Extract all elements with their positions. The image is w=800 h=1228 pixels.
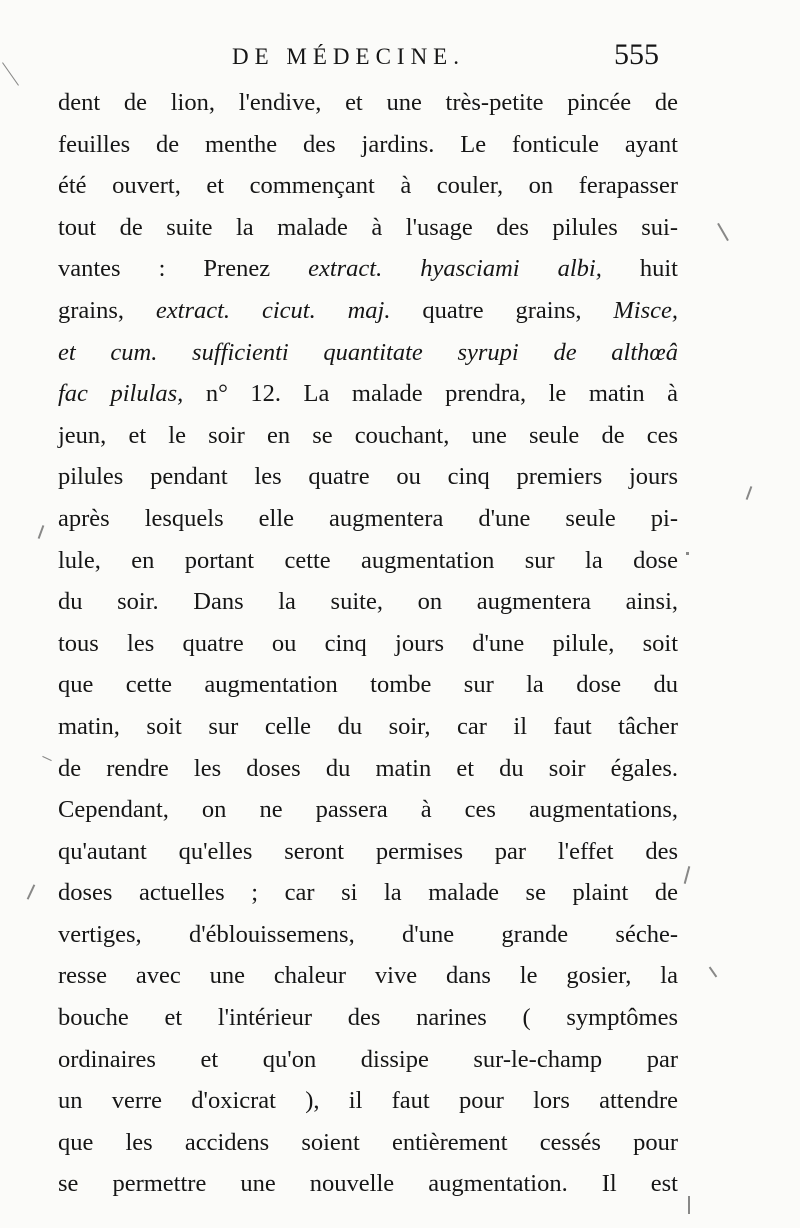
text-line	[58, 623, 678, 665]
text-segment: été ouvert, et commençant à couler, on ferapasser	[58, 172, 678, 200]
text-segment: vantes : Prenez	[58, 255, 309, 283]
page-number: 555	[614, 38, 659, 71]
text-line	[58, 1080, 678, 1122]
italic-text: extract. hyasciami albi,	[308, 255, 602, 283]
text-segment: quatre grains,	[390, 296, 614, 324]
text-segment: Cependant, on ne passera à ces augmentations,	[58, 796, 678, 824]
text-line	[58, 997, 678, 1039]
italic-text: et cum. sufficienti quantitate syrupi de althœâ	[58, 338, 678, 366]
text-line	[58, 581, 678, 623]
text-line	[58, 456, 678, 498]
text-segment: se permettre une nouvelle augmentation. Il est	[58, 1170, 678, 1198]
text-line	[58, 207, 678, 249]
text-line	[58, 955, 678, 997]
scan-speck	[686, 552, 689, 555]
text-line	[58, 789, 678, 831]
text-segment: que les accidens soient entièrement cessés pour	[58, 1128, 678, 1156]
body-text	[58, 82, 678, 1205]
text-segment: lule, en portant cette augmentation sur la dose	[58, 546, 678, 574]
text-segment: ordinaires et qu'on dissipe sur-le-champ par	[58, 1045, 678, 1073]
text-line	[58, 706, 678, 748]
text-line	[58, 872, 678, 914]
text-segment: bouche et l'intérieur des narines ( symptômes	[58, 1004, 678, 1032]
text-segment: tous les quatre ou cinq jours d'une pilule, soit	[58, 629, 678, 657]
text-segment: grains,	[58, 296, 156, 324]
text-line	[58, 82, 678, 124]
text-line	[58, 498, 678, 540]
text-line	[58, 1122, 678, 1164]
text-segment: de rendre les doses du matin et du soir égales.	[58, 754, 678, 782]
text-line	[58, 290, 678, 332]
text-line	[58, 373, 678, 415]
text-segment: après lesquels elle augmentera d'une seule pi-	[58, 504, 678, 532]
text-line	[58, 165, 678, 207]
text-segment: pilules pendant les quatre ou cinq premiers jours	[58, 463, 678, 491]
text-segment: dent de lion, l'endive, et une très-petite pincée de	[58, 89, 678, 116]
scan-speck	[38, 525, 45, 539]
text-segment: doses actuelles ; car si la malade se plaint de	[58, 879, 678, 907]
scan-speck	[746, 486, 753, 500]
text-segment: tout de suite la malade à l'usage des pilules sui-	[58, 213, 678, 241]
scan-speck	[717, 223, 729, 241]
text-segment: feuilles de menthe des jardins. Le fonticule ayant	[58, 130, 678, 158]
text-line	[58, 831, 678, 873]
running-head	[0, 38, 800, 78]
running-title: DE MÉDECINE.	[232, 44, 465, 69]
italic-text: extract. cicut. maj.	[155, 296, 391, 324]
italic-text: fac pilulas,	[58, 380, 184, 408]
text-line	[58, 540, 678, 582]
scan-speck	[684, 866, 691, 884]
text-segment: huit	[601, 255, 678, 283]
text-line	[58, 248, 678, 290]
text-segment: un verre d'oxicrat ), il faut pour lors attendre	[58, 1087, 678, 1115]
text-line	[58, 332, 678, 374]
text-segment: resse avec une chaleur vive dans le gosier, la	[58, 962, 678, 990]
text-line	[58, 748, 678, 790]
text-segment: du soir. Dans la suite, on augmentera ainsi,	[58, 588, 678, 616]
scan-speck	[27, 884, 36, 899]
scan-speck	[709, 967, 718, 978]
text-segment: jeun, et le soir en se couchant, une seule de ces	[58, 421, 678, 449]
scan-speck	[688, 1196, 690, 1214]
text-line	[58, 914, 678, 956]
text-line	[58, 664, 678, 706]
text-segment: n° 12. La malade prendra, le matin à	[183, 380, 679, 408]
text-line	[58, 415, 678, 457]
text-segment: matin, soit sur celle du soir, car il faut tâcher	[58, 712, 678, 740]
italic-text: Misce,	[613, 296, 679, 324]
scan-speck	[42, 756, 51, 761]
text-segment: vertiges, d'éblouissemens, d'une grande séche-	[58, 920, 678, 948]
text-segment: que cette augmentation tombe sur la dose du	[58, 671, 678, 699]
text-line	[58, 1163, 678, 1205]
text-line	[58, 1039, 678, 1081]
text-line	[58, 124, 678, 166]
text-segment: qu'autant qu'elles seront permises par l'effet des	[58, 837, 678, 865]
